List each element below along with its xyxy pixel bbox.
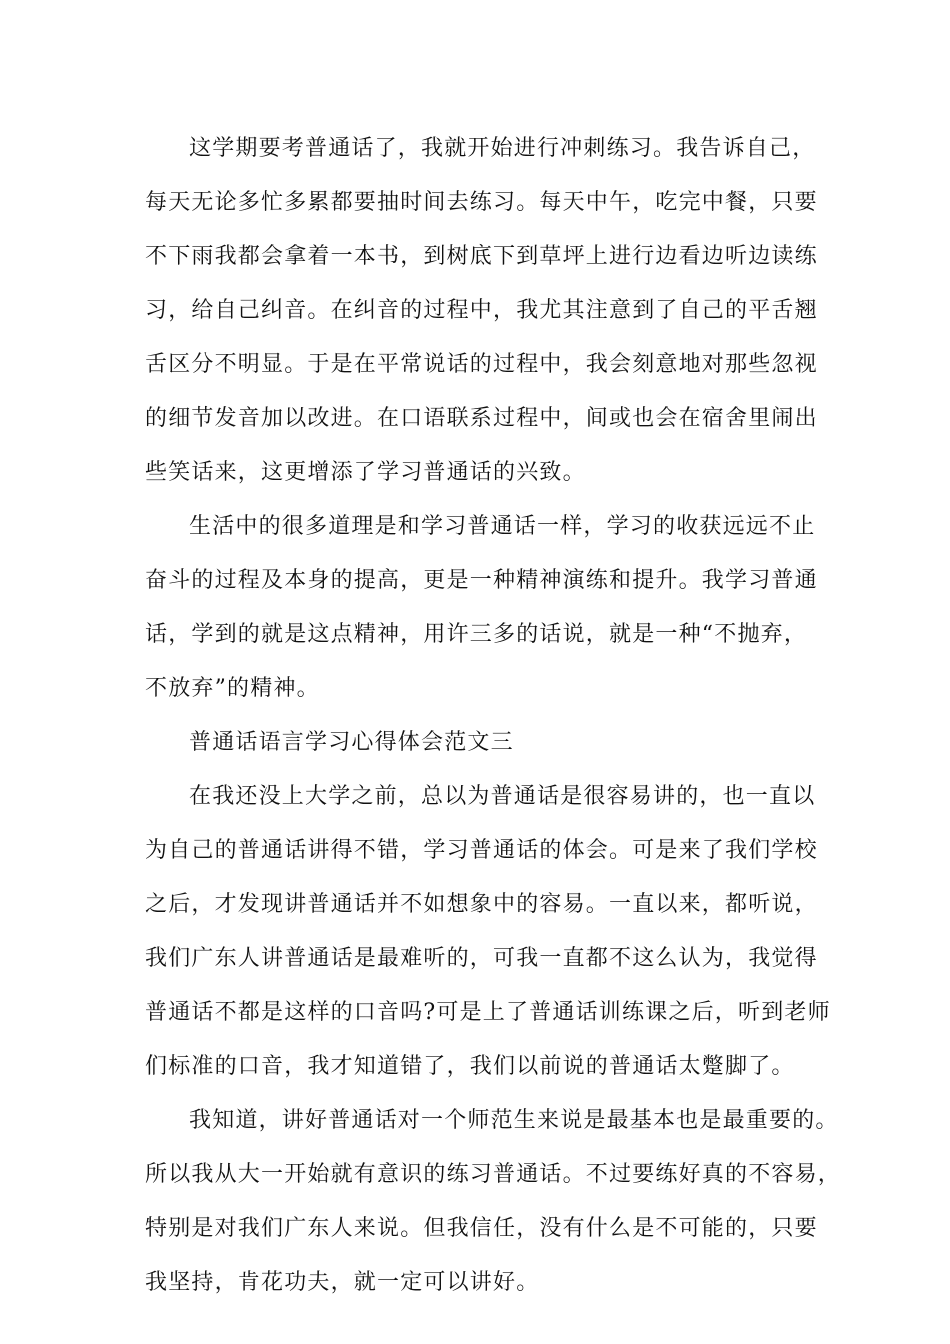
paragraph-2 (145, 500, 818, 716)
text-line: 普通话不都是这样的口音吗?可是上了普通话训练课之后，听到老师 (145, 1000, 831, 1025)
paragraph-3 (145, 770, 831, 1094)
text-line: 的细节发音加以改进。在口语联系过程中，间或也会在宿舍里闹出 (145, 406, 818, 431)
text-line: 不放弃”的精神。 (145, 676, 320, 701)
text-line: 为自己的普通话讲得不错，学习普通话的体会。可是来了我们学校 (145, 838, 818, 863)
text-line: 之后，才发现讲普通话并不如想象中的容易。一直以来，都听说， (145, 892, 818, 917)
text-line: 特别是对我们广东人来说。但我信任，没有什么是不可能的，只要 (145, 1216, 818, 1241)
text-line: 习，给自己纠音。在纠音的过程中，我尤其注意到了自己的平舌翘 (145, 298, 818, 323)
text-line: 话，学到的就是这点精神，用许三多的话说，就是一种“不抛弃， (145, 622, 808, 647)
text-line: 舌区分不明显。于是在平常说话的过程中，我会刻意地对那些忽视 (145, 352, 818, 377)
paragraph-1 (145, 122, 818, 500)
text-line: 这学期要考普通话了，我就开始进行冲刺练习。我告诉自己， (189, 136, 816, 161)
paragraph-4 (145, 1094, 842, 1310)
text-line: 每天无论多忙多累都要抽时间去练习。每天中午，吃完中餐，只要 (145, 190, 818, 215)
text-line: 我们广东人讲普通话是最难听的，可我一直都不这么认为，我觉得 (145, 946, 818, 971)
heading-text: 普通话语言学习心得体会范文三 (189, 730, 514, 755)
text-line: 些笑话来，这更增添了学习普通话的兴致。 (145, 460, 586, 485)
section-heading (145, 716, 815, 770)
text-line: 生活中的很多道理是和学习普通话一样，学习的收获远远不止 (189, 514, 816, 539)
text-line: 在我还没上大学之前，总以为普通话是很容易讲的，也一直以 (189, 784, 816, 809)
text-line: 们标准的口音，我才知道错了，我们以前说的普通话太蹩脚了。 (145, 1054, 795, 1079)
text-line: 所以我从大一开始就有意识的练习普通话。不过要练好真的不容易， (145, 1162, 842, 1187)
text-line: 不下雨我都会拿着一本书，到树底下到草坪上进行边看边听边读练 (145, 244, 818, 269)
text-line: 奋斗的过程及本身的提高，更是一种精神演练和提升。我学习普通 (145, 568, 818, 593)
text-line: 我坚持，肯花功夫，就一定可以讲好。 (145, 1270, 540, 1295)
text-line: 我知道，讲好普通话对一个师范生来说是最基本也是最重要的。 (189, 1108, 839, 1133)
document-page (145, 122, 842, 1310)
